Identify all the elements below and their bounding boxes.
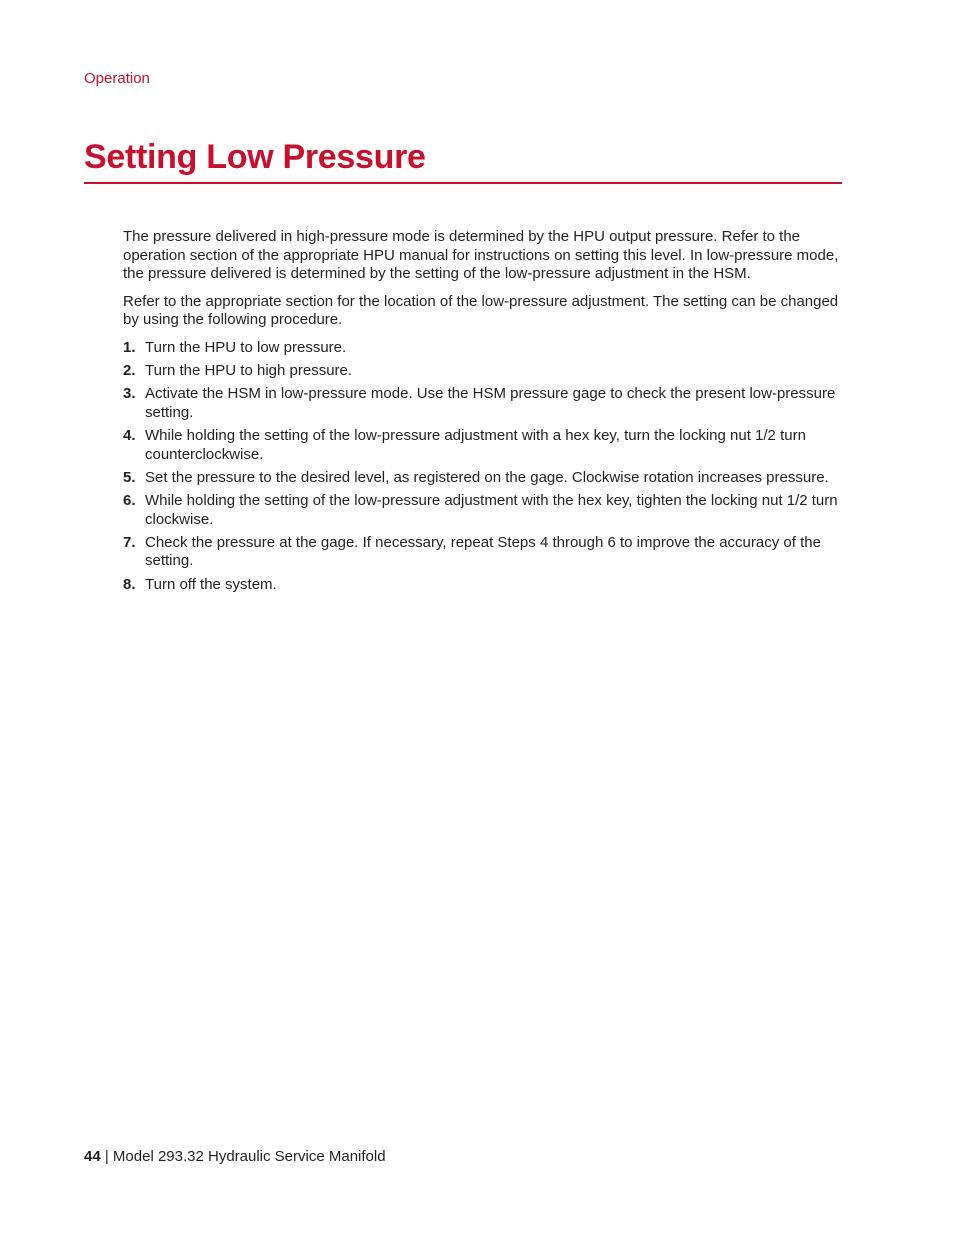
page-title: Setting Low Pressure — [84, 136, 842, 184]
step-number: 7. — [123, 533, 136, 551]
step-item — [123, 362, 843, 381]
step-number: 5. — [123, 468, 136, 486]
step-text: Turn the HPU to low pressure. — [145, 338, 347, 356]
page-footer — [84, 1148, 386, 1165]
step-text: While holding the setting of the low-pressure adjustment with a hex key, turn the locking nut 1/2 turn counterclockwise. — [145, 427, 806, 463]
step-text: While holding the setting of the low-pressure adjustment with the hex key, tighten the locking nut 1/2 turn clockwise. — [145, 492, 838, 528]
step-number: 1. — [123, 338, 136, 356]
step-number: 6. — [123, 492, 136, 510]
step-number: 4. — [123, 427, 136, 445]
footer-separator: | — [100, 1148, 113, 1165]
step-text: Activate the HSM in low-pressure mode. Use the HSM pressure gage to check the present low-pressure setting. — [145, 385, 836, 421]
procedure-intro-paragraph: Refer to the appropriate section for the location of the low-pressure adjustment. The setting can be changed by using the following procedure. — [123, 292, 839, 329]
footer-page-number: 44 — [84, 1148, 101, 1165]
step-item — [123, 576, 843, 595]
step-text: Turn the HPU to high pressure. — [145, 362, 353, 380]
step-number: 3. — [123, 385, 136, 403]
breadcrumb: Operation — [84, 70, 150, 87]
step-text: Set the pressure to the desired level, as registered on the gage. Clockwise rotation increases pressure. — [145, 468, 829, 486]
step-text: Check the pressure at the gage. If necessary, repeat Steps 4 through 6 to improve the accuracy of the setting. — [145, 533, 821, 570]
step-number: 2. — [123, 362, 136, 380]
step-item — [123, 385, 843, 422]
intro-paragraph: The pressure delivered in high-pressure mode is determined by the HPU output pressure. Refer to the operation section of the appropriate HPU manual for instructions on setting this level. In low-pressure mode, the pressure delivered is determined by the setting of the low-pressure adjustment in the HSM. — [123, 228, 839, 283]
step-item — [123, 339, 843, 358]
step-text: Turn off the system. — [145, 575, 277, 593]
main-content — [123, 228, 843, 599]
step-item — [123, 427, 843, 464]
step-item — [123, 534, 843, 571]
procedure-steps — [123, 339, 843, 594]
step-item — [123, 469, 843, 488]
step-number: 8. — [123, 575, 136, 593]
step-item — [123, 492, 843, 529]
footer-document-title: Model 293.32 Hydraulic Service Manifold — [112, 1148, 386, 1165]
